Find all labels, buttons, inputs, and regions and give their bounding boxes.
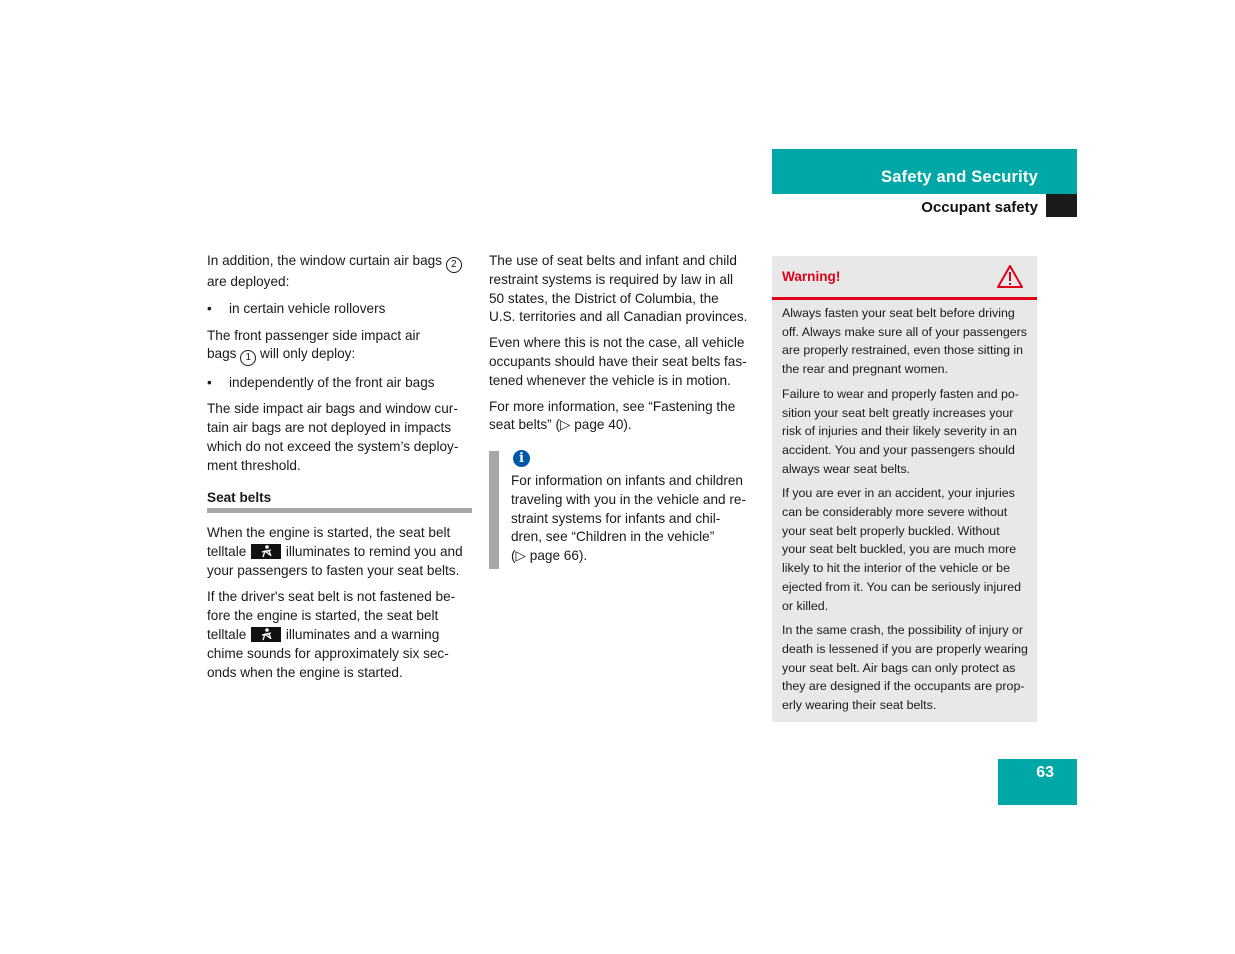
list-item: • in certain vehicle rollovers	[207, 300, 477, 319]
warning-paragraph: If you are ever in an accident, your injuries can be considerably more severe without your seat belt properly buckled. Without your seat belt buckled, you are much more likely to hit the interior of the vehicle or be ejected from it. You can be seriously injured or killed.	[782, 486, 1022, 613]
heading-seat-belts: Seat belts	[207, 490, 272, 505]
paragraph-law: The use of seat belts and infant and child restraint systems is required by law in all 50 states, the District of Columbia, the U.S. territories and all Canadian provinces.	[489, 253, 748, 325]
section-title: Safety and Security	[881, 168, 1038, 186]
info-note-text: For information on infants and children traveling with you in the vehicle and re- straint systems for infants and chil- dren, see “Children in the vehicle” (▷ page 66).	[511, 473, 746, 564]
bullet-icon: •	[207, 375, 212, 391]
warning-divider	[772, 297, 1037, 300]
subsection-title: Occupant safety	[921, 199, 1038, 216]
paragraph-occupants: Even where this is not the case, all vehicle occupants should have their seat belts fas- tened whenever the vehicle is in motion.	[489, 335, 747, 388]
info-note	[511, 472, 766, 566]
warning-paragraph: Always fasten your seat belt before driving off. Always make sure all of your passengers are properly restrained, even those sitting in the rear and pregnant women.	[782, 306, 1027, 377]
callout-number: 2	[446, 257, 462, 273]
column-1	[207, 252, 477, 475]
paragraph-more-info: For more information, see “Fastening the seat belts” (▷ page 40).	[489, 398, 736, 433]
bullet-icon: •	[207, 300, 212, 316]
page-number: 63	[1036, 764, 1054, 781]
callout-number: 1	[240, 350, 256, 366]
heading-rule	[207, 508, 472, 513]
info-icon: i	[513, 450, 530, 467]
warning-paragraph: Failure to wear and properly fasten and po- sition your seat belt greatly increases your risk of injuries and their likely severity in an accident. You and your passengers should always wear seat belts.	[782, 386, 1019, 476]
warning-triangle-icon	[996, 264, 1024, 289]
warning-label: Warning!	[782, 269, 841, 284]
seat-belt-telltale-icon	[251, 627, 281, 642]
header-marker	[1046, 194, 1077, 217]
paragraph-curtain-airbags: In addition, the window curtain air bags 2 are deployed:	[207, 252, 477, 292]
info-note-bar	[489, 451, 499, 569]
warning-text	[782, 304, 1034, 715]
column-1-seatbelts	[207, 524, 477, 682]
paragraph-telltale-remind: When the engine is started, the seat belt telltale illuminates to remind you and your passengers to fasten your seat belts.	[207, 525, 463, 578]
paragraph-passenger-airbags: The front passenger side impact air bags 1 will only deploy:	[207, 327, 477, 367]
seat-belt-telltale-icon	[251, 544, 281, 559]
list-item: • independently of the front air bags	[207, 374, 477, 393]
paragraph-deploy-threshold: The side impact air bags and window cur- tain air bags are not deployed in impacts which do not exceed the system’s deploy- ment threshold.	[207, 401, 459, 473]
column-2	[489, 252, 761, 435]
warning-paragraph: In the same crash, the possibility of injury or death is lessened if you are properly wearing your seat belt. Air bags can only protect as they are designed if the occupants are prop- erly wearing their seat belts.	[782, 623, 1028, 713]
paragraph-telltale-warning: If the driver's seat belt is not fastened be- fore the engine is started, the seat belt telltale illuminates and a warning chime sounds for approximately six sec- onds when the engine is started.	[207, 589, 456, 680]
